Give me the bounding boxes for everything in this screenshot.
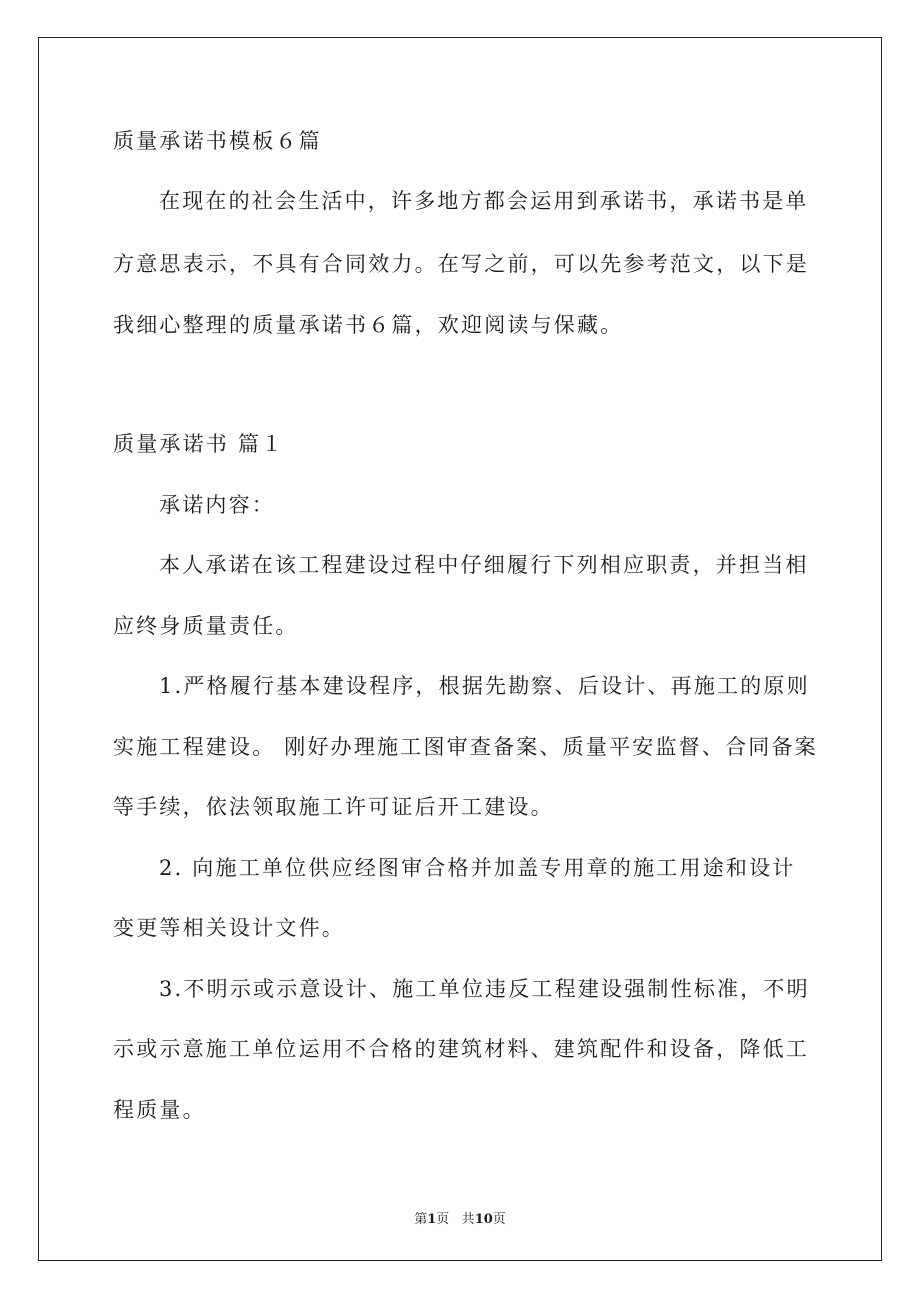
footer-page-prefix: 第	[414, 1212, 428, 1227]
paragraph-line: 示或示意施工单位运用不合格的建筑材料、建筑配件和设备，降低工	[113, 1037, 809, 1061]
document-title: 质量承诺书模板６篇	[113, 129, 322, 153]
paragraph-line: 本人承诺在该工程建设过程中仔细履行下列相应职责，并担当相	[159, 553, 809, 577]
paragraph-line: 应终身质量责任。	[113, 614, 299, 638]
paragraph-line: 实施工程建设。 刚好办理施工图审查备案、质量平安监督、合同备案	[113, 735, 818, 759]
footer-page-label: 页	[436, 1212, 450, 1227]
intro-line-3: 我细心整理的质量承诺书６篇，欢迎阅读与保藏。	[113, 313, 624, 337]
page-footer	[0, 1208, 920, 1227]
paragraph-line: 2. 向施工单位供应经图审合格并加盖专用章的施工用途和设计	[159, 856, 796, 880]
paragraph-line: 变更等相关设计文件。	[113, 916, 345, 940]
paragraph-line: 等手续，依法领取施工许可证后开工建设。	[113, 795, 554, 819]
paragraph-line: 3.不明示或示意设计、施工单位违反工程建设强制性标准，不明	[159, 977, 810, 1001]
paragraph-line: 1.严格履行基本建设程序，根据先勘察、后设计、再施工的原则	[159, 674, 810, 698]
footer-total-prefix: 共	[461, 1212, 475, 1227]
intro-line-2: 方意思表示，不具有合同效力。在写之前，可以先参考范文，以下是	[113, 252, 809, 276]
footer-current-page: 1	[427, 1212, 437, 1227]
footer-total-label: 页	[492, 1212, 506, 1227]
footer-total-pages: 10	[474, 1212, 493, 1227]
intro-line-1: 在现在的社会生活中，许多地方都会运用到承诺书，承诺书是单	[159, 189, 809, 213]
paragraph-line: 程质量。	[113, 1098, 206, 1122]
page-border	[38, 37, 882, 1261]
section-heading: 质量承诺书 篇１	[113, 432, 285, 456]
commitment-label: 承诺内容：	[159, 493, 275, 517]
